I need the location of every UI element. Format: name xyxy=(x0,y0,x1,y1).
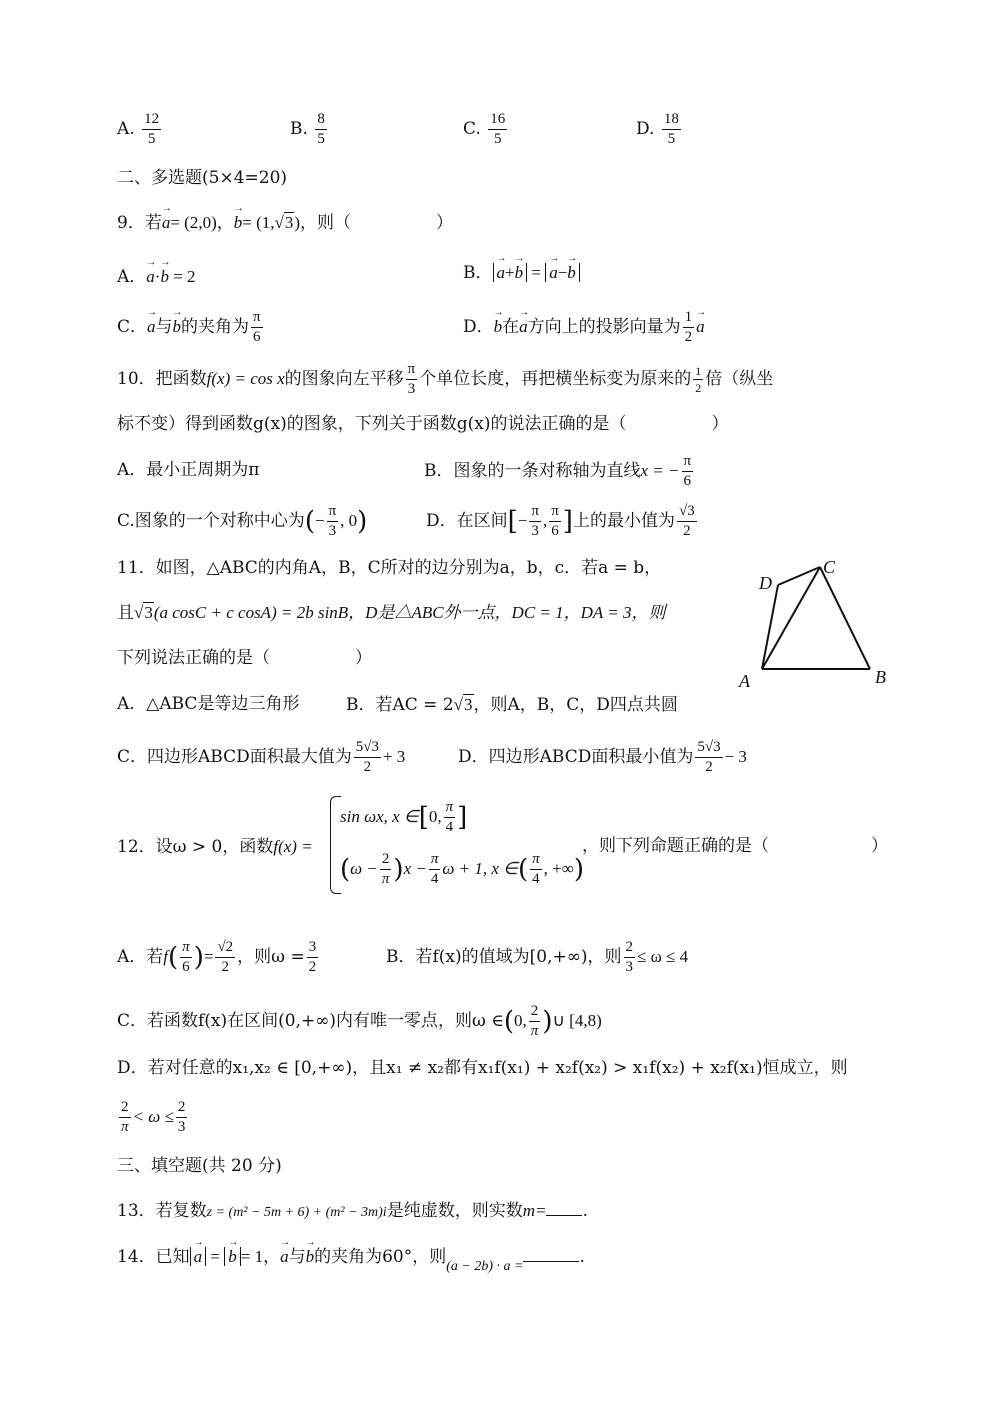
q12-option-a: A．若f( $\frac{\pi}{6}$ )= $\frac{√2}{2}$ ，则ω = $\frac{3}{2}$ xyxy=(117,939,317,975)
q12-option-d-line2: $\frac{2}{\pi}$ < ω ≤ $\frac{2}{3}$ xyxy=(121,1099,186,1135)
q10-option-c: C.图象的一个对称中心为(− $\frac{\pi}{3}$ , 0) xyxy=(117,503,368,539)
edge-dc xyxy=(778,567,820,585)
q11-stem-line1: 11．如图，△ABC的内角A，B，C所对的边分别为a，b，c．若a = b， xyxy=(117,558,662,578)
vertex-label-c: C xyxy=(823,557,836,577)
q9-option-c: C．→ a与→ b的夹角为 $\frac{\pi}{6}$ xyxy=(117,310,265,345)
q8-option-b: B. $\frac{8}{5}$ xyxy=(290,111,325,147)
vertex-label-a: A xyxy=(739,671,750,690)
q10-option-b: B．图象的一条对称轴为直线x = − $\frac{\pi}{6}$ xyxy=(424,453,692,489)
q11-option-d: D．四边形ABCD面积最小值为 $\frac{5√3}{2}$ − 3 xyxy=(458,739,747,775)
q9-option-d: D．→ b在→ a方向上的投影向量为 $\frac{1}{2}$ → a xyxy=(463,310,705,345)
q14-answer-blank[interactable] xyxy=(523,1261,579,1262)
q8-b-fraction: $\frac{8}{5}$ xyxy=(317,111,325,147)
q11-option-b: B．若AC = 2√3，则A，B，C，D四点共圆 xyxy=(346,695,678,715)
q10-option-d: D．在区间[− $\frac{\pi}{3}$ , $\frac{\pi}{6}$ ]上的最小值为 $\frac{√3}{2}$ xyxy=(426,503,695,539)
edge-bc xyxy=(820,567,870,669)
q10-stem-line1: 10．把函数f(x) = cos x的图象向左平移 $\frac{\pi}{3}$ 个单位长度，再把横坐标变为原来的 $\frac{1}{2}$ 倍（纵坐 xyxy=(117,361,774,397)
q11-option-a: A．△ABC是等边三角形 xyxy=(117,694,300,714)
q12-option-c: C．若函数f(x)在区间(0,+∞)内有唯一零点，则ω ∈(0, $\frac{2}{\pi}$ )∪ [4,8) xyxy=(117,1003,602,1039)
q8-option-d: D. $\frac{18}{5}$ xyxy=(636,111,679,147)
q11-option-c: C．四边形ABCD面积最大值为 $\frac{5√3}{2}$ + 3 xyxy=(117,739,406,775)
q12-stem-left: 12．设ω > 0，函数f(x) = xyxy=(117,837,313,857)
q9-option-a: A．→ a·→ b = 2 xyxy=(117,268,196,286)
q12-option-d-line1: D．若对任意的x₁,x₂ ∈ [0,+∞)，且x₁ ≠ x₂都有x₁f(x₁) + x₂f(x₂) > x₁f(x₂) + x₂f(x₁)恒成立，则 xyxy=(117,1058,848,1078)
vertex-label-d: D xyxy=(759,573,772,593)
q11-stem-line3: 下列说法正确的是（ ） xyxy=(117,648,372,668)
q11-figure xyxy=(735,555,895,690)
section-2-title: 二、多选题(5×4=20) xyxy=(117,168,288,188)
q12-case-1: sin ωx, x ∈[0, $\frac{\pi}{4}$ ] xyxy=(340,799,468,835)
vertex-label-b: B xyxy=(875,667,886,687)
q10-option-a: A．最小正周期为π xyxy=(117,460,260,480)
q8-option-c: C. $\frac{16}{5}$ xyxy=(463,111,506,147)
q13-answer-blank[interactable] xyxy=(546,1215,582,1216)
q13: 13．若复数z = (m² − 5m + 6) + (m² − 3m)i是纯虚数，则实数m= . xyxy=(117,1201,588,1221)
q8-c-fraction: $\frac{16}{5}$ xyxy=(490,111,506,147)
q9-option-b: B．→ a+→ b = → a−→ b xyxy=(463,264,580,282)
section-3-title: 三、填空题(共 20 分) xyxy=(117,1156,282,1176)
q12-option-b: B．若f(x)的值域为[0,+∞)，则 $\frac{2}{3}$ ≤ ω ≤ 4 xyxy=(386,939,689,975)
q8-d-fraction: $\frac{18}{5}$ xyxy=(663,111,679,147)
q8-option-a: A. $\frac{12}{5}$ xyxy=(117,111,160,147)
q10-stem-line2: 标不变）得到函数g(x)的图象，下列关于函数g(x)的说法正确的是（ ） xyxy=(117,414,729,434)
q12-case-2: (ω − $\frac{2}{\pi}$ )x − $\frac{\pi}{4}$ ω + 1, x ∈( $\frac{\pi}{4}$ , +∞) xyxy=(340,851,584,887)
q14: 14．已知→ a = → b = 1，→ a与→ b的夹角为60°，则$_{(a - 2b) \cdot a =}$ . xyxy=(117,1248,585,1274)
q8-a-fraction: $\frac{12}{5}$ xyxy=(144,111,160,147)
q11-stem-line2: 且√3(a cosC + c cosA) = 2b sinB，D是△ABC外一点，DC = 1，DA = 3，则 xyxy=(117,603,666,623)
q9-stem: 9．若→ a= (2,0)，→ b= (1,√3)，则（ ） xyxy=(117,214,453,232)
q12-stem-right: ，则下列命题正确的是（ ） xyxy=(582,836,888,856)
